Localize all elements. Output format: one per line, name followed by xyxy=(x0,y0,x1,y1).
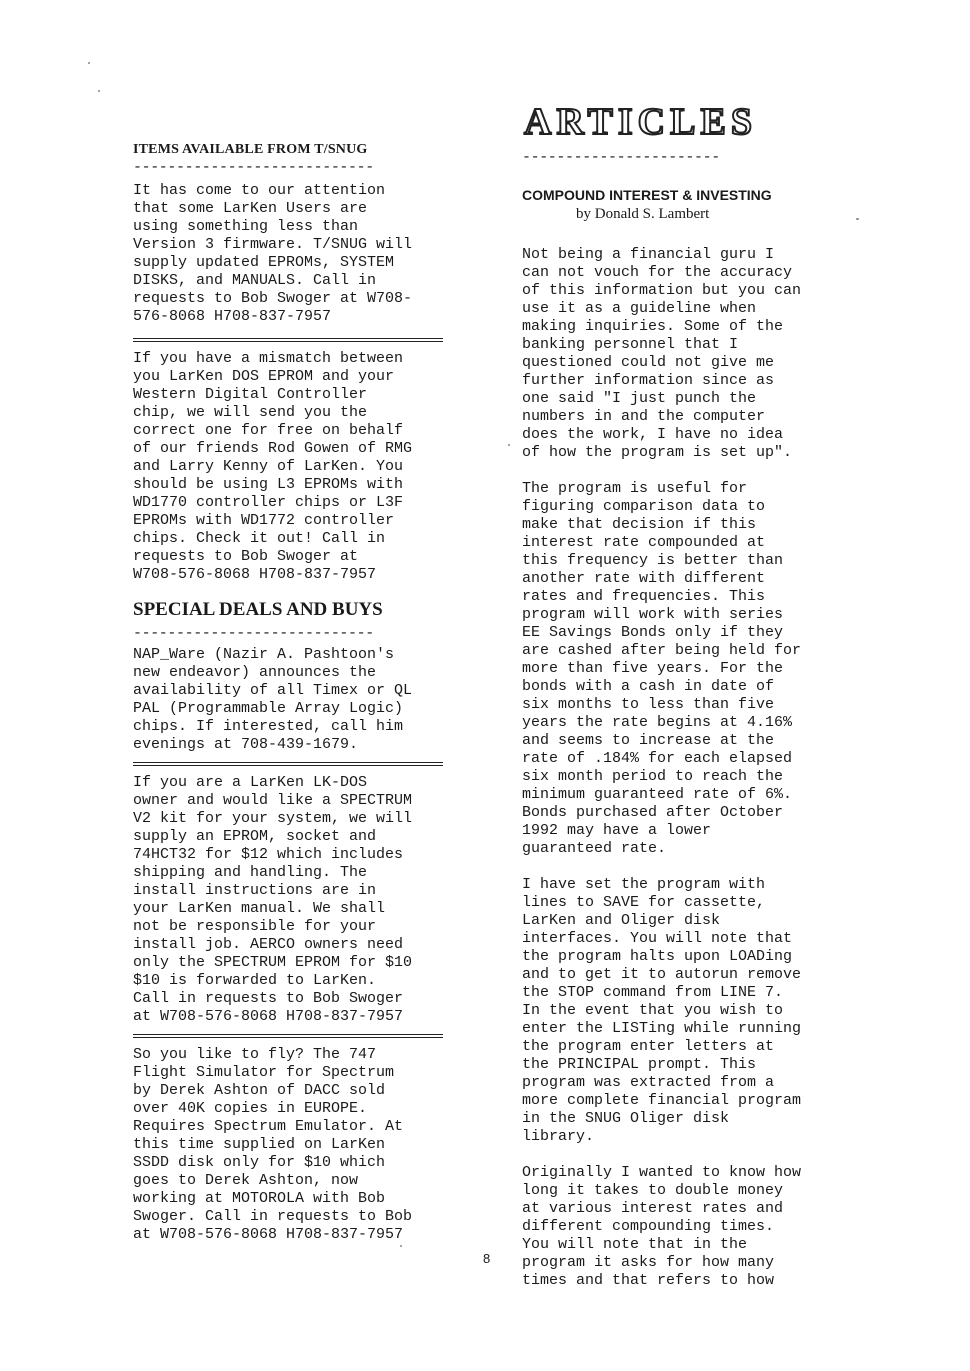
items-available-heading: ITEMS AVAILABLE FROM T/SNUG xyxy=(133,142,368,157)
article-paragraph: Not being a financial guru I can not vouch for the accuracy of this information but you can use it as a guideline when making inquiries. Some of the banking personnel that I questioned could not give me further information since as one said "I just punch the numbers in and the computer does the work, I have no idea of how the program is set up". xyxy=(522,246,802,461)
section-divider xyxy=(133,1034,443,1038)
mismatch-paragraph: If you have a mismatch between you LarKen DOS EPROM and your Western Digital Controller chip, we will send you the correct one for free on behalf of our friends Rod Gowen of RMG and Larry Kenny of LarKen. You should be using L3 EPROMs with WD1770 controller chips or L3F EPROMs with WD1772 controller chips. Check it out! Call in requests to Bob Swoger at W708-576-8068 H708-837-7957 xyxy=(133,350,413,583)
articles-section-title: ARTICLES xyxy=(524,101,757,143)
page-number: 8 xyxy=(483,1251,491,1266)
article-heading: COMPOUND INTEREST & INVESTING xyxy=(522,187,772,203)
title-underline: ----------------------- xyxy=(522,150,720,166)
heading-underline: ---------------------------- xyxy=(133,160,374,176)
article-byline: by Donald S. Lambert xyxy=(576,206,710,222)
flight-simulator-paragraph: So you like to fly? The 747 Flight Simulator for Spectrum by Derek Ashton of DACC sold over 40K copies in EUROPE. Requires Spectrum Emulator. At this time supplied on LarKen SSDD disk only for $10 which goes to Derek Ashton, now working at MOTOROLA with Bob Swoger. Call in requests to Bob at W708-576-8068 H708-837-7957 xyxy=(133,1046,413,1243)
section-divider xyxy=(133,762,443,766)
scan-speck xyxy=(98,90,100,92)
article-paragraph: Originally I wanted to know how long it takes to double money at various interest rates and different compounding times. You will note that in the program it asks for how many times and that refers to how xyxy=(522,1164,802,1289)
article-paragraph: I have set the program with lines to SAVE for cassette, LarKen and Oliger disk interfaces. You will note that the program halts upon LOADing and to get it to autorun remove the STOP command from LINE 7. In the event that you wish to enter the LISTing while running the program enter letters at the PRINCIPAL prompt. This program was extracted from a more complete financial program in the SNUG Oliger disk library. xyxy=(522,876,802,1145)
scan-speck xyxy=(400,1245,402,1247)
left-column xyxy=(133,140,443,1244)
article-paragraph: The program is useful for figuring comparison data to make that decision if this interest rate compounded at this frequency is better than another rate with different rates and frequencies. This program will work with series EE Savings Bonds only if they are cashed after being held for more than five years. For the bonds with a cash in date of six months to less than five years the rate begins at 4.16% and seems to increase at the rate of .184% for each elapsed six month period to reach the minimum guaranteed rate of 6%. Bonds purchased after October 1992 may have a lower guaranteed rate. xyxy=(522,480,802,857)
heading-underline: ---------------------------- xyxy=(133,626,374,642)
section-divider xyxy=(133,338,443,342)
scan-speck xyxy=(88,62,90,64)
firmware-paragraph: It has come to our attention that some LarKen Users are using something less than Version 3 firmware. T/SNUG will supply updated EPROMs, SYSTEM DISKS, and MANUALS. Call in requests to Bob Swoger at W708- 576-8068 H708-837-7957 xyxy=(133,182,413,325)
right-column xyxy=(522,100,840,1290)
napware-paragraph: NAP_Ware (Nazir A. Pashtoon's new endeavor) announces the availability of all Timex or QL PAL (Programmable Array Logic) chips. If interested, call him evenings at 708-439-1679. xyxy=(133,646,413,753)
scan-speck xyxy=(508,444,510,446)
scan-speck xyxy=(856,218,859,220)
special-deals-heading: SPECIAL DEALS AND BUYS xyxy=(133,599,383,620)
lkdos-paragraph: If you are a LarKen LK-DOS owner and would like a SPECTRUM V2 kit for your system, we will supply an EPROM, socket and 74HCT32 for $12 which includes shipping and handling. The install instructions are in your LarKen manual. We shall not be responsible for your install job. AERCO owners need only the SPECTRUM EPROM for $10 $10 is forwarded to LarKen. Call in requests to Bob Swoger at W708-576-8068 H708-837-7957 xyxy=(133,774,413,1025)
